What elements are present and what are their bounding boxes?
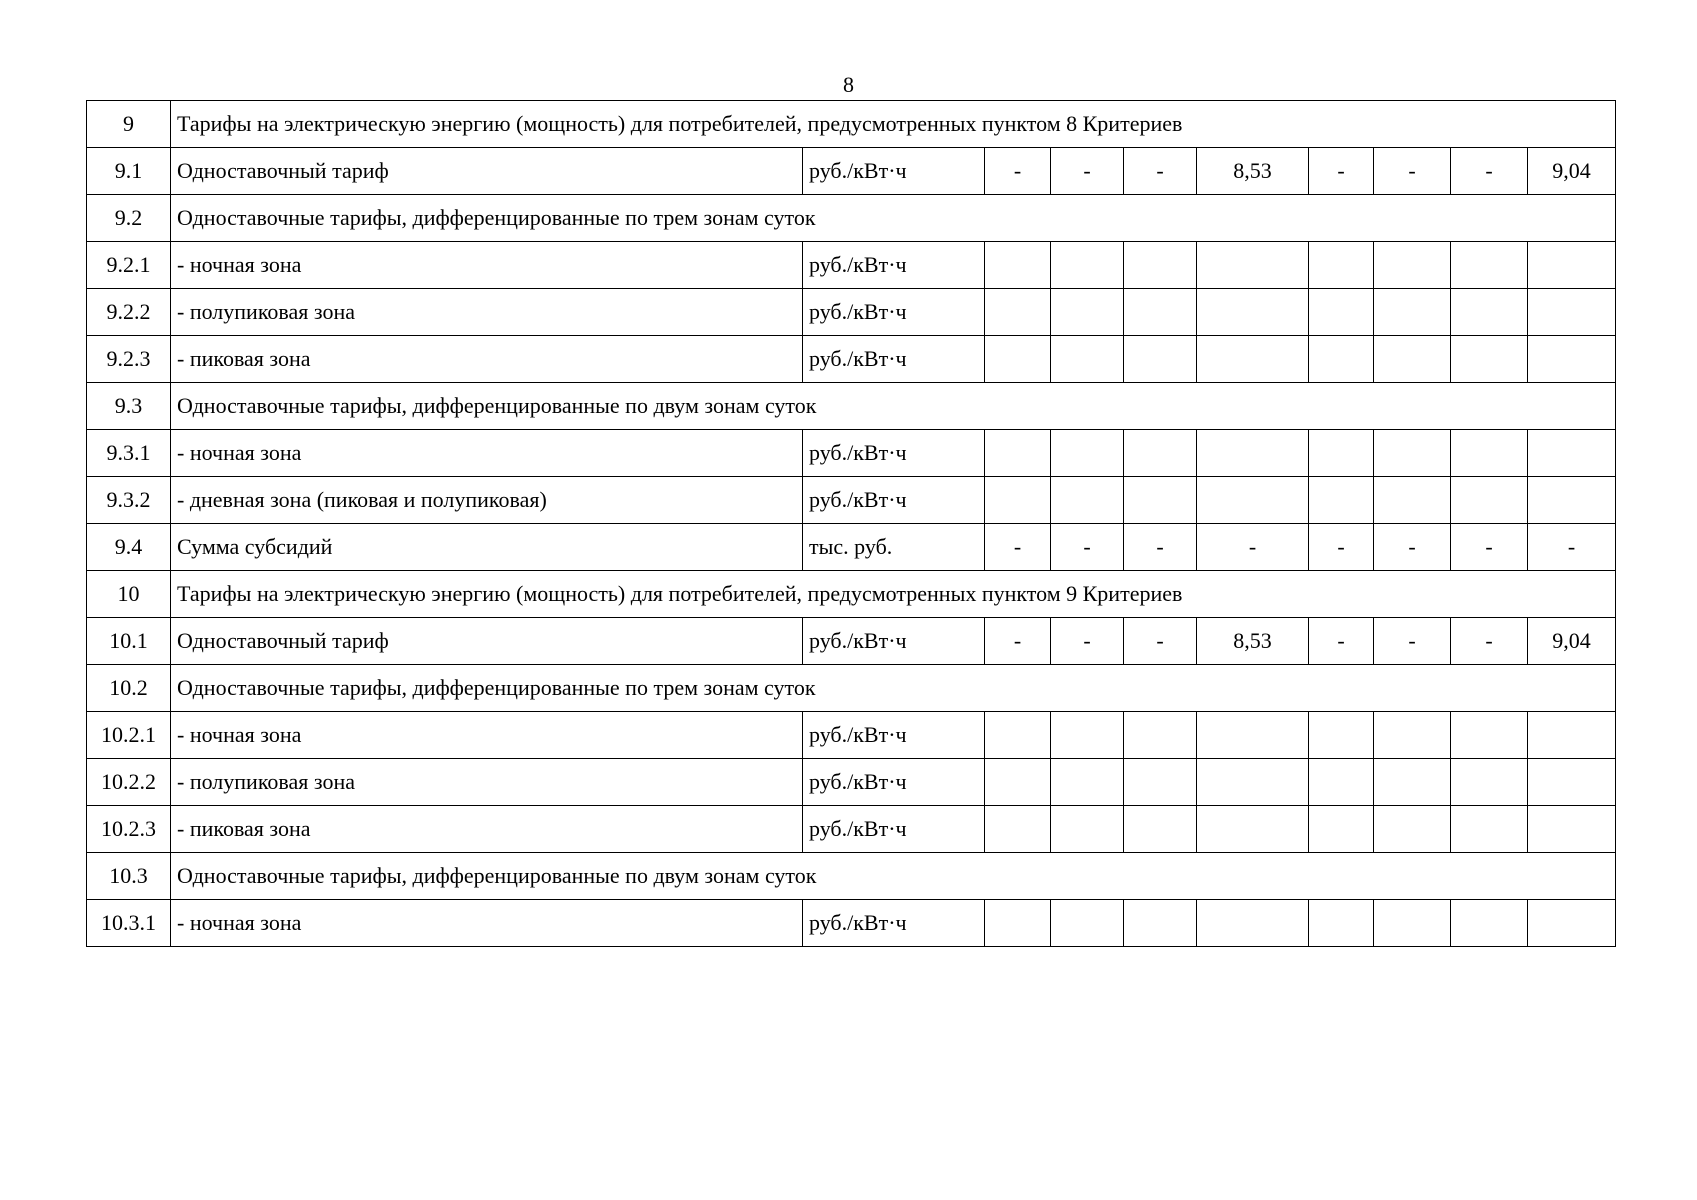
unit-cell: тыс. руб. [803, 524, 985, 571]
value-cell [1374, 242, 1451, 289]
section-title: Одноставочные тарифы, дифференцированные по двум зонам суток [171, 853, 1616, 900]
value-cell [1051, 430, 1124, 477]
value-cell [985, 477, 1051, 524]
unit-cell: руб./кВт·ч [803, 336, 985, 383]
value-cell [1197, 759, 1309, 806]
unit-cell: руб./кВт·ч [803, 618, 985, 665]
value-cell: - [985, 148, 1051, 195]
value-cell [1124, 759, 1197, 806]
value-cell [1309, 900, 1374, 947]
value-cell [1197, 242, 1309, 289]
row-number: 10.3 [87, 853, 171, 900]
value-cell: - [1051, 618, 1124, 665]
value-cell [985, 712, 1051, 759]
section-row [87, 195, 1616, 242]
value-cell: - [1309, 618, 1374, 665]
value-cell [1124, 242, 1197, 289]
value-cell [1309, 712, 1374, 759]
value-cell: - [1051, 148, 1124, 195]
section-title: Одноставочные тарифы, дифференцированные по трем зонам суток [171, 195, 1616, 242]
value-cell [1124, 900, 1197, 947]
row-number: 10.2.2 [87, 759, 171, 806]
value-cell [985, 289, 1051, 336]
value-cell [1124, 289, 1197, 336]
value-cell: - [1451, 524, 1528, 571]
value-cell [1451, 900, 1528, 947]
value-cell [1374, 430, 1451, 477]
table-row [87, 618, 1616, 665]
indicator-name: - полупиковая зона [171, 289, 803, 336]
value-cell: - [1124, 618, 1197, 665]
value-cell [1528, 900, 1616, 947]
value-cell [1124, 712, 1197, 759]
value-cell [1451, 712, 1528, 759]
table-row [87, 524, 1616, 571]
value-cell [1374, 712, 1451, 759]
value-cell [1374, 336, 1451, 383]
unit-cell: руб./кВт·ч [803, 289, 985, 336]
row-number: 9.4 [87, 524, 171, 571]
table-row [87, 148, 1616, 195]
row-number: 10.2 [87, 665, 171, 712]
value-cell [1528, 430, 1616, 477]
table-row [87, 900, 1616, 947]
value-cell [1051, 806, 1124, 853]
value-cell [985, 759, 1051, 806]
value-cell: - [985, 524, 1051, 571]
indicator-name: Сумма субсидий [171, 524, 803, 571]
value-cell: - [1374, 524, 1451, 571]
indicator-name: - ночная зона [171, 900, 803, 947]
section-title: Тарифы на электрическую энергию (мощность) для потребителей, предусмотренных пунктом 8 Критериев [171, 101, 1616, 148]
row-number: 9.3 [87, 383, 171, 430]
value-cell [1124, 806, 1197, 853]
unit-cell: руб./кВт·ч [803, 806, 985, 853]
row-number: 9.3.2 [87, 477, 171, 524]
value-cell [1528, 759, 1616, 806]
row-number: 9.2.3 [87, 336, 171, 383]
section-row [87, 853, 1616, 900]
value-cell [1451, 477, 1528, 524]
value-cell [1374, 900, 1451, 947]
value-cell: - [1374, 618, 1451, 665]
section-title: Тарифы на электрическую энергию (мощность) для потребителей, предусмотренных пунктом 9 Критериев [171, 571, 1616, 618]
unit-cell: руб./кВт·ч [803, 430, 985, 477]
value-cell [1309, 759, 1374, 806]
value-cell [1197, 430, 1309, 477]
indicator-name: Одноставочный тариф [171, 618, 803, 665]
value-cell [1451, 430, 1528, 477]
row-number: 9.2.2 [87, 289, 171, 336]
unit-cell: руб./кВт·ч [803, 477, 985, 524]
row-number: 9.3.1 [87, 430, 171, 477]
value-cell [1451, 289, 1528, 336]
value-cell [1528, 477, 1616, 524]
value-cell [1451, 806, 1528, 853]
value-cell [985, 430, 1051, 477]
table-row [87, 430, 1616, 477]
value-cell [985, 900, 1051, 947]
value-cell [985, 806, 1051, 853]
value-cell: - [1309, 148, 1374, 195]
value-cell [1374, 806, 1451, 853]
value-cell: 9,04 [1528, 148, 1616, 195]
section-row [87, 571, 1616, 618]
row-number: 9.1 [87, 148, 171, 195]
section-row [87, 383, 1616, 430]
value-cell [1374, 289, 1451, 336]
value-cell: - [985, 618, 1051, 665]
table-row [87, 242, 1616, 289]
value-cell [1051, 759, 1124, 806]
section-row [87, 665, 1616, 712]
row-number: 9.2 [87, 195, 171, 242]
unit-cell: руб./кВт·ч [803, 712, 985, 759]
value-cell [1309, 242, 1374, 289]
section-row [87, 101, 1616, 148]
indicator-name: - ночная зона [171, 430, 803, 477]
value-cell [1051, 477, 1124, 524]
value-cell: - [1124, 148, 1197, 195]
value-cell [1051, 242, 1124, 289]
table-row [87, 289, 1616, 336]
value-cell [1051, 900, 1124, 947]
section-title: Одноставочные тарифы, дифференцированные по трем зонам суток [171, 665, 1616, 712]
indicator-name: - пиковая зона [171, 806, 803, 853]
unit-cell: руб./кВт·ч [803, 242, 985, 289]
page-number: 8 [843, 72, 854, 97]
value-cell: 8,53 [1197, 148, 1309, 195]
value-cell [1528, 336, 1616, 383]
value-cell: - [1124, 524, 1197, 571]
value-cell [1051, 289, 1124, 336]
row-number: 10 [87, 571, 171, 618]
value-cell [1309, 806, 1374, 853]
value-cell [1124, 477, 1197, 524]
row-number: 10.3.1 [87, 900, 171, 947]
value-cell: - [1374, 148, 1451, 195]
value-cell: - [1197, 524, 1309, 571]
tariff-table [86, 100, 1616, 947]
value-cell [1309, 289, 1374, 336]
value-cell [1197, 289, 1309, 336]
value-cell [1124, 336, 1197, 383]
value-cell [1309, 477, 1374, 524]
table-row [87, 759, 1616, 806]
value-cell: - [1309, 524, 1374, 571]
value-cell [1528, 289, 1616, 336]
table-row [87, 336, 1616, 383]
indicator-name: - ночная зона [171, 242, 803, 289]
unit-cell: руб./кВт·ч [803, 148, 985, 195]
value-cell [1051, 712, 1124, 759]
value-cell [1528, 806, 1616, 853]
value-cell: 9,04 [1528, 618, 1616, 665]
value-cell [1528, 712, 1616, 759]
table-body [87, 101, 1616, 947]
value-cell [1374, 759, 1451, 806]
value-cell [1197, 712, 1309, 759]
value-cell: - [1451, 148, 1528, 195]
row-number: 9.2.1 [87, 242, 171, 289]
value-cell [1451, 242, 1528, 289]
value-cell [1309, 336, 1374, 383]
value-cell [1124, 430, 1197, 477]
value-cell [1451, 336, 1528, 383]
value-cell [1528, 242, 1616, 289]
value-cell: 8,53 [1197, 618, 1309, 665]
value-cell: - [1051, 524, 1124, 571]
row-number: 10.2.1 [87, 712, 171, 759]
unit-cell: руб./кВт·ч [803, 759, 985, 806]
value-cell [1309, 430, 1374, 477]
indicator-name: Одноставочный тариф [171, 148, 803, 195]
table-row [87, 712, 1616, 759]
indicator-name: - ночная зона [171, 712, 803, 759]
table-row [87, 806, 1616, 853]
value-cell [985, 242, 1051, 289]
value-cell: - [1451, 618, 1528, 665]
table-row [87, 477, 1616, 524]
value-cell [1051, 336, 1124, 383]
indicator-name: - полупиковая зона [171, 759, 803, 806]
row-number: 10.1 [87, 618, 171, 665]
indicator-name: - дневная зона (пиковая и полупиковая) [171, 477, 803, 524]
row-number: 10.2.3 [87, 806, 171, 853]
value-cell [1197, 900, 1309, 947]
section-title: Одноставочные тарифы, дифференцированные по двум зонам суток [171, 383, 1616, 430]
value-cell: - [1528, 524, 1616, 571]
value-cell [1197, 477, 1309, 524]
value-cell [1451, 759, 1528, 806]
value-cell [985, 336, 1051, 383]
row-number: 9 [87, 101, 171, 148]
value-cell [1197, 806, 1309, 853]
value-cell [1197, 336, 1309, 383]
unit-cell: руб./кВт·ч [803, 900, 985, 947]
indicator-name: - пиковая зона [171, 336, 803, 383]
value-cell [1374, 477, 1451, 524]
